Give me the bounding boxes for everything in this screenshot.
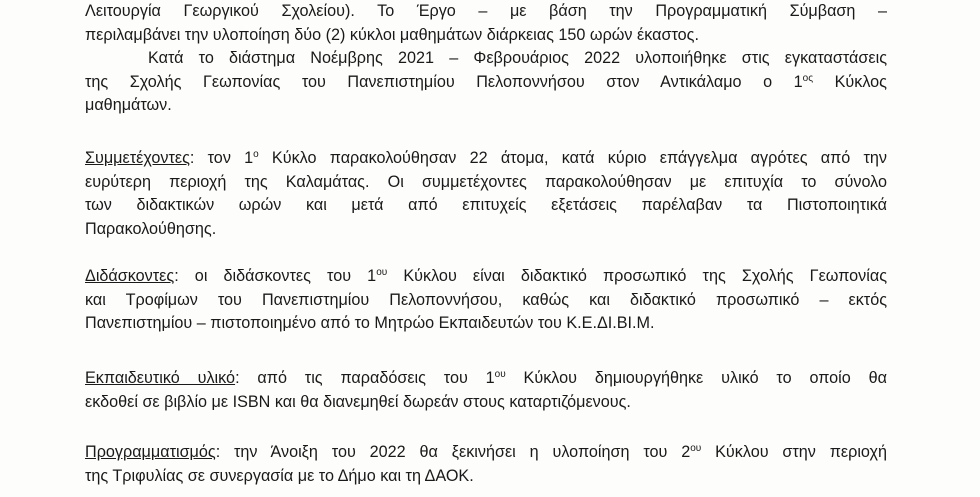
- text-line: Παρακολούθησης.: [85, 219, 217, 238]
- participants-section: [85, 147, 887, 241]
- planning-section: [85, 441, 887, 488]
- section-heading: Εκπαιδευτικό υλικό: [85, 369, 236, 387]
- text-line: Διδάσκοντες: οι διδάσκοντες του $1^{o\upsilon}$ Κύκλου είναι διδακτικό προσωπικό της Σχολής Γεωπονίας: [85, 267, 887, 285]
- text-line: της Τριφυλίας σε συνεργασία με το Δήμο και τη ΔΑΟΚ.: [85, 466, 474, 485]
- text-line: και Τροφίμων του Πανεπιστημίου Πελοποννήσου, καθώς και διδακτικό προσωπικό – εκτός: [85, 290, 887, 309]
- text-line: Προγραμματισμός: την Άνοιξη του 2022 θα ξεκινήσει η υλοποίηση του $2^{o\upsilon}$ Κύκλου στην περιοχή: [85, 443, 887, 461]
- material-section: [85, 367, 887, 414]
- text-line: Συμμετέχοντες: τον $1^o$ Κύκλο παρακολούθησαν 22 άτομα, κατά κύριο επάγγελμα αγρότες από την: [85, 149, 887, 167]
- section-heading: Διδάσκοντες: [85, 267, 175, 285]
- period-paragraph: [85, 47, 887, 118]
- text-line: Πανεπιστημίου – πιστοποιημένο από το Μητρώο Εκπαιδευτών του Κ.Ε.ΔΙ.ΒΙ.Μ.: [85, 314, 655, 332]
- section-heading: Συμμετέχοντες: [85, 149, 190, 167]
- text-line: εκδοθεί σε βιβλίο με ISBN και θα διανεμηθεί δωρεάν στους καταρτιζόμενους.: [85, 392, 631, 411]
- text-line: Εκπαιδευτικό υλικό: από τις παραδόσεις του $1^{o\upsilon}$ Κύκλου δημιουργήθηκε υλικό το οποίο θα: [85, 369, 887, 387]
- text-line: των διδακτικών ωρών και μετά από επιτυχείς εξετάσεις παρέλαβαν τα Πιστοποιητικά: [85, 196, 887, 214]
- text-line: ευρύτερη περιοχή της Καλαμάτας. Οι συμμετέχοντες παρακολούθησαν με επιτυχία το σύνολο: [85, 172, 887, 191]
- text-line: Κατά το διάστημα Νοέμβρης 2021 – Φεβρουάριος 2022 υλοποιήθηκε στις εγκαταστάσεις: [148, 49, 887, 67]
- teachers-section: [85, 265, 887, 336]
- section-heading: Προγραμματισμός: [85, 443, 216, 461]
- text-line: της Σχολής Γεωπονίας του Πανεπιστημίου Πελοποννήσου στον Αντικάλαμο ο $1^{o\varsigma}$ Κύκλος: [85, 72, 887, 91]
- text-line: μαθημάτων.: [85, 96, 172, 114]
- intro-paragraph: [85, 0, 887, 47]
- text-line: περιλαμβάνει την υλοποίηση δύο (2) κύκλοι μαθημάτων διάρκειας 150 ωρών έκαστος.: [85, 25, 699, 44]
- text-line: Λειτουργία Γεωργικού Σχολείου). Το Έργο – με βάση την Προγραμματική Σύμβαση –: [85, 2, 887, 20]
